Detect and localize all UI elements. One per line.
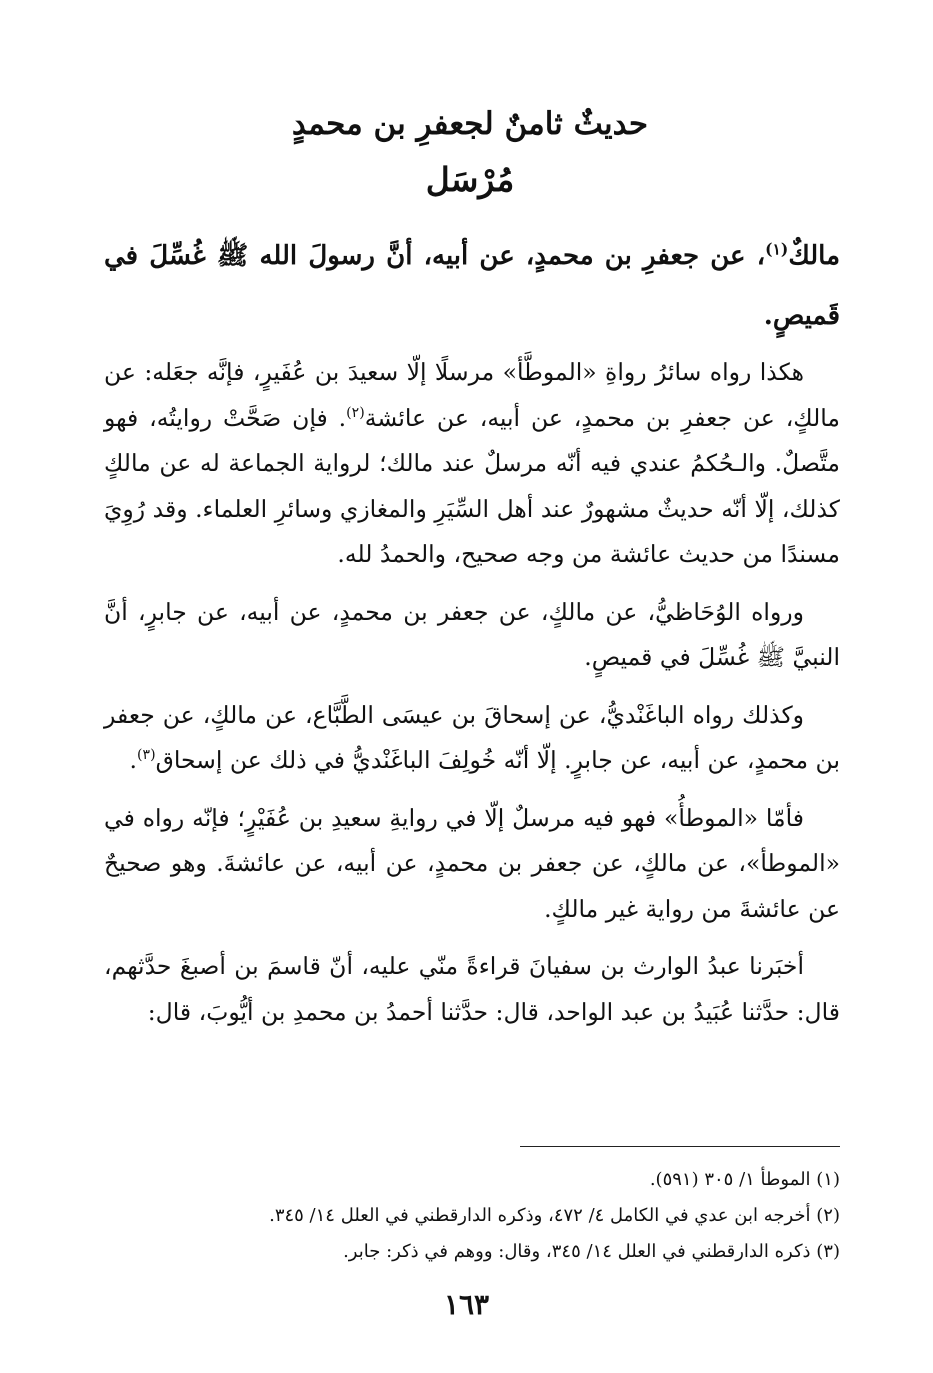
paragraph-3-end: . [129, 746, 138, 774]
paragraph-3-start: وكذلك رواه الباغَنْديُّ، عن إسحاقَ بن عيسَى الطَّبَّاع، عن مالكٍ، عن جعفر بن محمدٍ، عن أبيه، عن جابرٍ. إلّا أنّه خُولِفَ الباغَنْديُّ في ذلك عن إسحاق [104, 700, 840, 774]
hadith-matn [104, 226, 840, 346]
page-number: ١٦٣ [443, 1288, 490, 1321]
paragraph-1-start: هكذا رواه سائرُ رواةِ «الموطَّأ» مرسلًا إلّا سعيدَ بن عُفَيرٍ، فإنَّه جعَله: عن مالكٍ، عن جعفرِ بن محمدٍ، عن أبيه، عن عائشة [104, 358, 840, 432]
hadith-title: حديثٌ ثامنٌ لجعفرِ بن محمدٍ [291, 106, 649, 142]
commentary-paragraph-4: فأمّا «الموطأُ» فهو فيه مرسلٌ إلّا في روايةِ سعيدِ بن عُفَيْرٍ؛ فإنّه رواه في «الموطأ»، عن مالكٍ، عن جعفر بن محمدٍ، عن أبيه، عن عائشةَ. وهو صحيحٌ عن عائشةَ من رواية غير مالكٍ. [104, 803, 840, 923]
footnote-3: (٣) ذكره الدارقطني في العلل ١٤/ ٣٤٥، وقال: ووهم في ذكر: جابر. [343, 1241, 840, 1262]
footnote-ref-2: (٢) [346, 404, 365, 421]
footnote-separator [520, 1146, 840, 1147]
isnad-paragraph: أخبَرنا عبدُ الوارث بن سفيانَ قراءةً منّي عليه، أنّ قاسمَ بن أصبغَ حدَّثهم، قال: حدَّثنا عُبَيدُ بن عبد الواحد، قال: حدَّثنا أحمدُ بن محمدِ بن أيُّوبَ، قال: [104, 952, 840, 1026]
commentary-paragraph-1 [104, 350, 840, 578]
footnotes [104, 1162, 840, 1270]
footnote-ref-3: (٣) [137, 747, 156, 764]
footnote-ref-1: (١) [765, 239, 789, 259]
commentary-paragraph-3 [104, 693, 840, 784]
hadith-subtitle: مُرْسَل [425, 160, 515, 199]
footnote-1: (١) الموطأ ١/ ٣٠٥ (٥٩١). [649, 1169, 840, 1190]
footnote-2: (٢) أخرجه ابن عدي في الكامل ٤/ ٤٧٢، وذكره الدارقطني في العلل ١٤/ ٣٤٥. [269, 1205, 840, 1226]
paragraph-1-end: . فإن صَحَّتْ روايتُه، فهو متَّصلٌ. والـحُكمُ عندي فيه أنّه مرسلٌ عند مالك؛ لرواية الجماعة له عن مالكٍ كذلك، إلّا أنّه حديثٌ مشهورٌ عند أهل السِّيَرِ والمغازي وسائرِ العلماء. وقد رُوِيَ مسندًا من حديث عائشة من وجه صحيح، والحمدُ لله. [104, 403, 840, 568]
matn-text-end: ، عن جعفرِ بن محمدٍ، عن أبيه، أنَّ رسولَ الله ﷺ غُسِّلَ في قَميصٍ. [104, 241, 840, 331]
matn-text-start: مالكٌ [788, 241, 840, 271]
commentary-paragraph-2: ورواه الوُحَاظيُّ، عن مالكٍ، عن جعفر بن محمدٍ، عن أبيه، عن جابرٍ، أنَّ النبيَّ ﷺ غُسِّلَ في قميصٍ. [104, 597, 840, 671]
main-text [104, 226, 840, 1047]
